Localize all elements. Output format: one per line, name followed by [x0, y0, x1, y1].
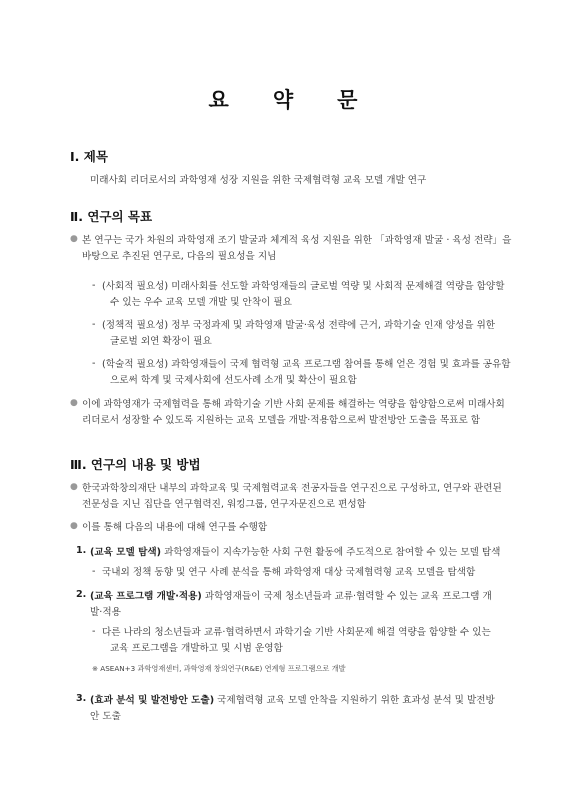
section-1-heading: Ⅰ. 제목 — [70, 149, 108, 164]
item-2-number: 2. — [76, 589, 87, 600]
page-title — [0, 84, 566, 114]
s2-dash-1-line-1: (사회적 필요성) 미래사회를 선도할 과학영재들의 글로벌 역량 및 사회적 문제해결 역량을 함양할 — [102, 281, 505, 292]
section-1-text: 미래사회 리더로서의 과학영재 성장 지원을 위한 국제협력형 교육 모델 개발 연구 — [90, 175, 427, 186]
bullet-icon: ● — [70, 482, 78, 492]
dash-marker: - — [92, 280, 96, 291]
title-char-2: 약 — [272, 87, 294, 112]
s3-bullet-2-line-1: 이를 통해 다음의 내용에 대해 연구를 수행함 — [82, 522, 268, 533]
s2-dash-3-line-2: 으로써 학계 및 국제사회에 선도사례 소개 및 확산이 필요함 — [110, 375, 357, 386]
s2-dash-3-line-1: (학술적 필요성) 과학영재들이 국제 협력형 교육 프로그램 참여를 통해 얻은 경험 및 효과를 공유함 — [102, 359, 511, 370]
item-2-line-1 — [90, 589, 492, 605]
dash-marker: - — [92, 319, 96, 330]
dash-marker: - — [92, 358, 96, 369]
item-3-line-1 — [90, 693, 495, 709]
item-1-line-1 — [90, 545, 500, 561]
item-2-text: 과학영재들이 국제 청소년들과 교류·협력할 수 있는 교육 프로그램 개 — [201, 591, 492, 602]
s3-bullet-1-line-1: 한국과학창의재단 내부의 과학교육 및 국제협력교육 전공자들을 연구진으로 구성하고, 연구와 관련된 — [82, 483, 502, 494]
section-3-heading: Ⅲ. 연구의 내용 및 방법 — [70, 457, 201, 472]
item-3-label: (효과 분석 및 발전방안 도출) — [90, 695, 215, 706]
s2-dash-2-line-2: 글로벌 외연 확장이 필요 — [110, 336, 212, 347]
title-char-3: 문 — [337, 87, 358, 112]
s3-bullet-1-line-2: 전문성을 지닌 집단을 연구협력진, 워킹그룹, 연구자문진으로 편성함 — [82, 499, 366, 510]
item-2-note: ※ ASEAN+3 과학영재센터, 과학영재 창의연구(R&E) 연계형 프로그램으로 개발 — [92, 664, 346, 673]
bullet-icon: ● — [70, 234, 78, 244]
bullet-icon: ● — [70, 521, 78, 531]
s2-dash-2-line-1: (정책적 필요성) 정부 국정과제 및 과학영재 발굴·육성 전략에 근거, 과학기술 인재 양성을 위한 — [102, 320, 496, 331]
item-2-line-2: 발·적용 — [90, 607, 121, 618]
section-2-heading: Ⅱ. 연구의 목표 — [70, 209, 153, 224]
dash-marker: - — [92, 626, 96, 637]
s2-dash-1-line-2: 수 있는 우수 교육 모델 개발 및 안착이 필요 — [110, 297, 292, 308]
item-2-dash-line-2: 교육 프로그램을 개발하고 및 시범 운영함 — [110, 643, 283, 654]
dash-marker: - — [92, 566, 96, 577]
item-3-line-2: 안 도출 — [90, 711, 121, 722]
item-1-label: (교육 모델 탐색) — [90, 547, 162, 558]
item-3-number: 3. — [76, 693, 87, 704]
s2-bullet-2-line-2: 리더로서 성장할 수 있도록 지원하는 교육 모델을 개발·적용함으로써 발전방안 도출을 목표로 함 — [82, 415, 481, 426]
item-2-label: (교육 프로그램 개발·적용) — [90, 591, 202, 602]
item-3-text: 국제협력형 교육 모델 안착을 지원하기 위한 효과성 분석 및 발전방 — [214, 695, 495, 706]
item-1-text: 과학영재들이 지속가능한 사회 구현 활동에 주도적으로 참여할 수 있는 모델 탐색 — [161, 547, 501, 558]
s2-bullet-1-line-1: 본 연구는 국가 차원의 과학영재 조기 발굴과 체계적 육성 지원을 위한 「과학영재 발굴 · 육성 전략」을 — [82, 235, 512, 246]
bullet-icon: ● — [70, 398, 78, 408]
item-1-number: 1. — [76, 545, 87, 556]
s2-bullet-1-line-2: 바탕으로 추진된 연구로, 다음의 필요성을 지님 — [82, 251, 277, 262]
title-char-1: 요 — [208, 87, 229, 112]
item-2-dash-line-1: 다른 나라의 청소년들과 교류·협력하면서 과학기술 기반 사회문제 해결 역량을 함양할 수 있는 — [102, 627, 491, 638]
item-1-dash: 국내외 정책 동향 및 연구 사례 분석을 통해 과학영재 대상 국제협력형 교육 모델을 탐색함 — [102, 567, 476, 578]
s2-bullet-2-line-1: 이에 과학영재가 국제협력을 통해 과학기술 기반 사회 문제를 해결하는 역량을 함양함으로써 미래사회 — [82, 399, 505, 410]
